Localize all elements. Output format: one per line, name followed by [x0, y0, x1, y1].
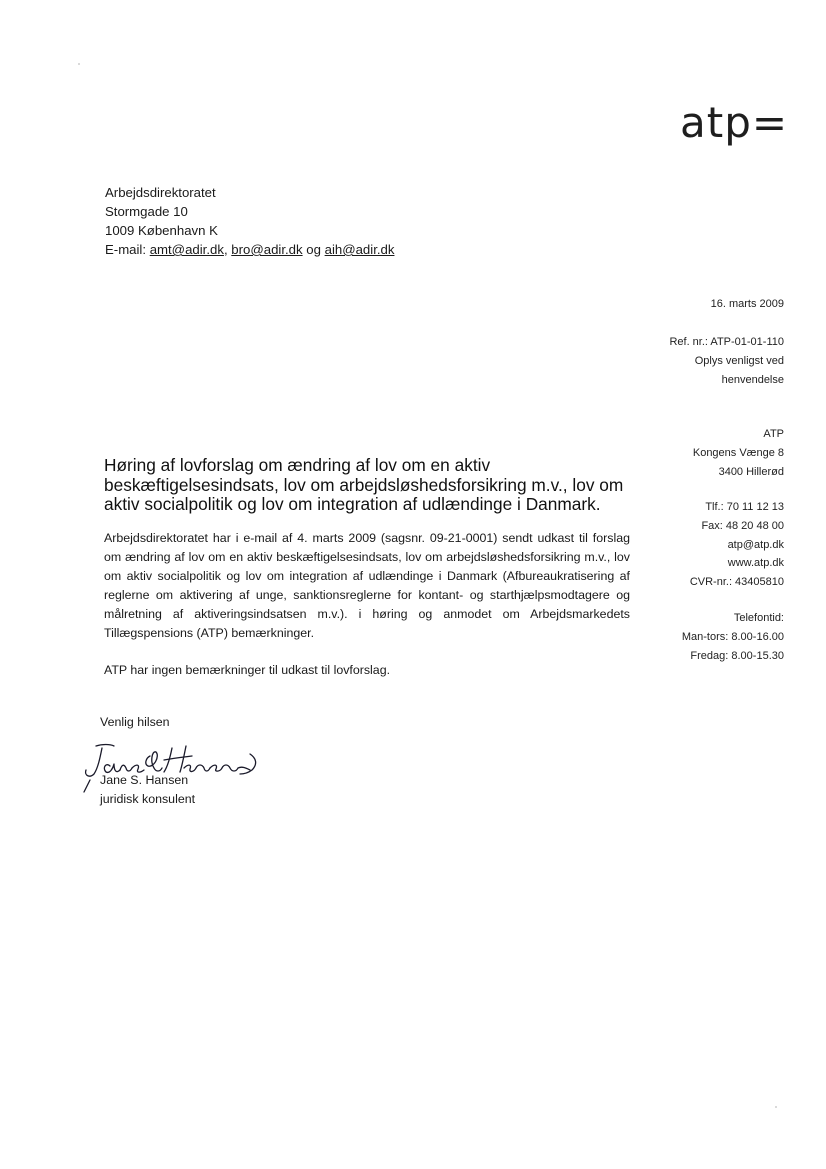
sender-city: 3400 Hillerød — [718, 465, 784, 478]
phone-hours-weekday: Man-tors: 8.00-16.00 — [681, 630, 784, 643]
signatory-title: juridisk konsulent — [100, 792, 196, 806]
sender-name: ATP — [763, 428, 784, 440]
sender-fax: Fax: 48 20 48 00 — [701, 519, 784, 532]
scan-speck — [78, 63, 80, 65]
letter-date — [711, 295, 784, 314]
recipient-city: 1009 København K — [105, 223, 218, 238]
sender-website[interactable]: www.atp.dk — [727, 557, 784, 570]
signatory-name: Jane S. Hansen — [100, 773, 189, 787]
sender-email[interactable]: atp@atp.dk — [727, 538, 784, 551]
recipient-street: Stormgade 10 — [105, 204, 188, 219]
body-paragraph-1: Arbejdsdirektoratet har i e-mail af 4. marts 2009 (sagsnr. 09-21-0001) sendt udkast til forslag om ændring af lov om en aktiv beskæftigelsesindsats, lov om arbejdsløshedsforsikring m.v., lov om aktiv socialpolitik og lov om integration af udlændinge i Danmark (Afbureaukratisering af reglerne om aktivering af unge, sanktionsreglerne for kontant- og starthjælpsmodtagere og målretning af aktiveringsindsatsen m.v.). i høring og anmodet om Arbejdsmarkedets Tillægspensions (ATP) bemærkninger. — [104, 531, 630, 640]
sender-street: Kongens Vænge 8 — [692, 446, 784, 459]
reference-block — [669, 333, 784, 389]
phone-hours-label: Telefontid: — [733, 612, 784, 624]
email-label: E-mail: — [105, 242, 147, 257]
email-conjunction: og — [306, 242, 321, 257]
phone-hours — [682, 609, 784, 665]
sender-cvr: CVR-nr.: 43405810 — [689, 576, 784, 589]
sender-contact — [690, 498, 784, 592]
reference-number: Ref. nr.: ATP-01-01-110 — [669, 336, 784, 348]
email-link-amt[interactable]: amt@adir.dk — [149, 242, 224, 257]
reference-note: Oplys venligst ved — [694, 354, 784, 367]
body-paragraph-2: ATP har ingen bemærkninger til udkast til lovforslag. — [104, 663, 391, 677]
email-link-bro[interactable]: bro@adir.dk — [231, 242, 303, 257]
date-text: 16. marts 2009 — [710, 298, 784, 310]
recipient-address — [105, 183, 394, 259]
closing-greeting: Venlig hilsen — [100, 715, 170, 729]
sender-phone: Tlf.: 70 11 12 13 — [705, 501, 784, 513]
sender-address — [693, 425, 784, 481]
email-separator: , — [223, 242, 228, 257]
atp-logo: atp= — [680, 98, 789, 147]
recipient-name: Arbejdsdirektoratet — [105, 185, 216, 200]
reference-note: henvendelse — [721, 373, 784, 386]
scan-speck — [775, 1106, 777, 1108]
email-link-aih[interactable]: aih@adir.dk — [324, 242, 395, 257]
recipient-email-line — [105, 240, 394, 259]
phone-hours-friday: Fredag: 8.00-15.30 — [690, 649, 784, 662]
letter-subject: Høring af lovforslag om ændring af lov om en aktiv beskæftigelsesindsats, lov om arbejdsløshedsforsikring m.v., lov om aktiv socialpolitik og lov om integration af udlændinge i Danmark. — [104, 455, 624, 515]
